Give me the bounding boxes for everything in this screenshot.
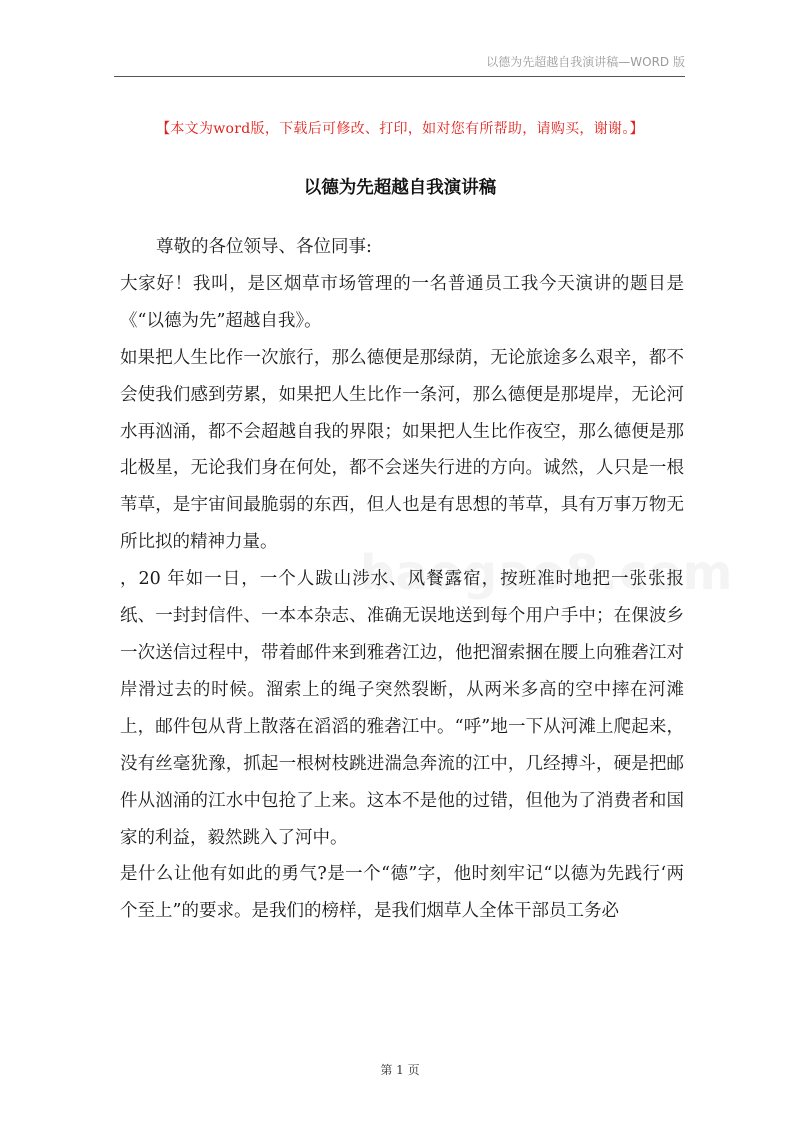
page-header-title: 以德为先超越自我演讲稿—WORD 版 [486,55,685,69]
salutation: 尊敬的各位领导、各位同事: [156,237,372,257]
body-paragraph: 如果把人生比作一次旅行，那么德便是那绿荫，无论旅途多么艰辛，都不会使我们感到劳累，如果把人生比作一条河，那么德便是那堤岸，无论河水再汹涌，都不会超越自我的界限；如果把人生比作夜空，那么德便是那北极星，无论我们身在何处，都不会迷失行进的方向。诚然，人只是一根苇草，是宇宙间最脆弱的东西，但人也是有思想的苇草，具有万事万物无所比拟的精神力量。 [120,347,684,553]
document-body [120,229,684,930]
body-paragraph: ，20 年如一日，一个人跋山涉水、风餐露宿，按班准时地把一张张报纸、一封封信件、一本本杂志、准确无误地送到每个用户手中；在倮波乡一次送信过程中，带着邮件来到雅砻江边，他把溜索捆在腰上向雅砻江对岸滑过去的时候。溜索上的绳子突然裂断，从两米多高的空中摔在河滩上，邮件包从背上散落在滔滔的雅砻江中。“呼”地一下从河滩上爬起来，没有丝毫犹豫，抓起一根树枝跳进湍急奔流的江中，几经搏斗，硬是把邮件从汹涌的江水中包抢了上来。这本不是他的过错，但他为了消费者和国家的利益，毅然跳入了河中。 [120,569,684,848]
body-paragraph: 是什么让他有如此的勇气?是一个“德”字，他时刻牢记“以德为先践行‘两个至上”的要求。是我们的榜样，是我们烟草人全体干部员工务必 [120,864,684,922]
download-notice: 【本文为word版，下载后可修改、打印，如对您有所帮助，请购买，谢谢。】 [156,121,644,137]
header-divider [114,76,685,77]
document-title: 以德为先超越自我演讲稿 [303,178,497,198]
body-paragraph: 大家好！我叫，是区烟草市场管理的一名普通员工我今天演讲的题目是《“以德为先”超越自我》。 [120,273,684,331]
page-number: 第 1 页 [380,1063,420,1077]
